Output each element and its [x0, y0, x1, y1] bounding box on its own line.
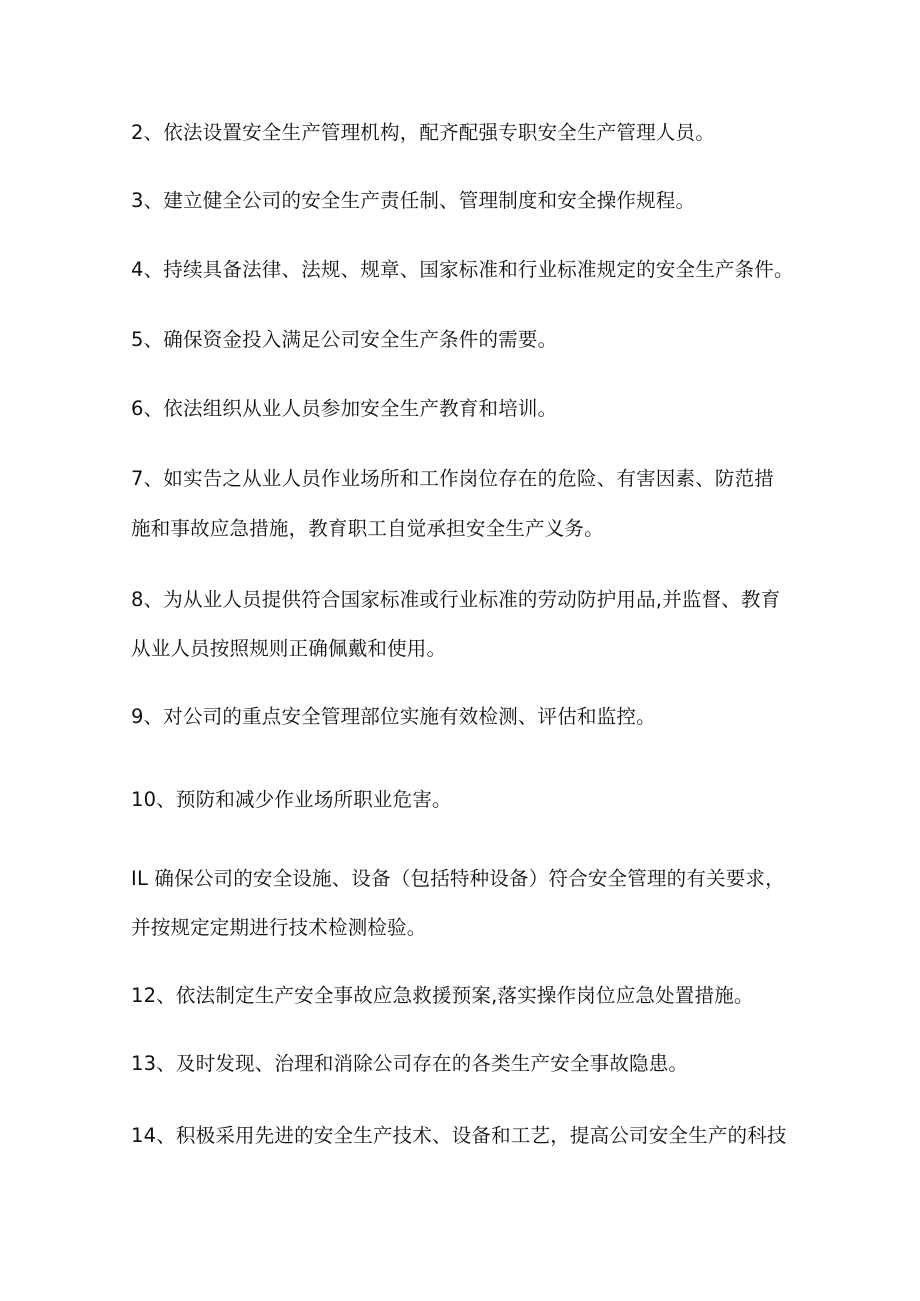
item-3-line-1: 3、建立健全公司的安全生产责任制、管理制度和安全操作规程。 — [131, 189, 696, 212]
item-6-line-1: 6、依法组织从业人员参加安全生产教育和培训。 — [131, 397, 558, 420]
item-5-line-1: 5、确保资金投入满足公司安全生产条件的需要。 — [131, 328, 558, 351]
item-2-line-1: 2、依法设置安全生产管理机构，配齐配强专职安全生产管理人员。 — [131, 121, 715, 144]
item-11-line-2: 并按规定定期进行技术检测检验。 — [131, 916, 427, 939]
item-12-line-1: 12、依法制定生产安全事故应急救援预案,落实操作岗位应急处置措施。 — [131, 984, 754, 1007]
item-14-line-1: 14、积极采用先进的安全生产技术、设备和工艺，提高公司安全生产的科技 — [131, 1124, 787, 1147]
item-7-line-1: 7、如实告之从业人员作业场所和工作岗位存在的危险、有害因素、防范措 — [131, 467, 775, 490]
item-4-line-1: 4、持续具备法律、法规、规章、国家标准和行业标准规定的安全生产条件。 — [131, 258, 794, 281]
item-13-line-1: 13、及时发现、治理和消除公司存在的各类生产安全事故隐患。 — [131, 1052, 689, 1075]
item-8-line-2: 从业人员按照规则正确佩戴和使用。 — [131, 637, 447, 660]
item-8-line-1: 8、为从业人员提供符合国家标准或行业标准的劳动防护用品,并监督、教育 — [131, 588, 781, 611]
item-9-line-1: 9、对公司的重点安全管理部位实施有效检测、评估和监控。 — [131, 705, 656, 728]
item-11-line-1: IL 确保公司的安全设施、设备（包括特种设备）符合安全管理的有关要求， — [131, 867, 785, 890]
item-7-line-2: 施和事故应急措施，教育职工自觉承担安全生产义务。 — [131, 517, 604, 540]
item-10-line-1: 10、预防和减少作业场所职业危害。 — [131, 788, 452, 811]
